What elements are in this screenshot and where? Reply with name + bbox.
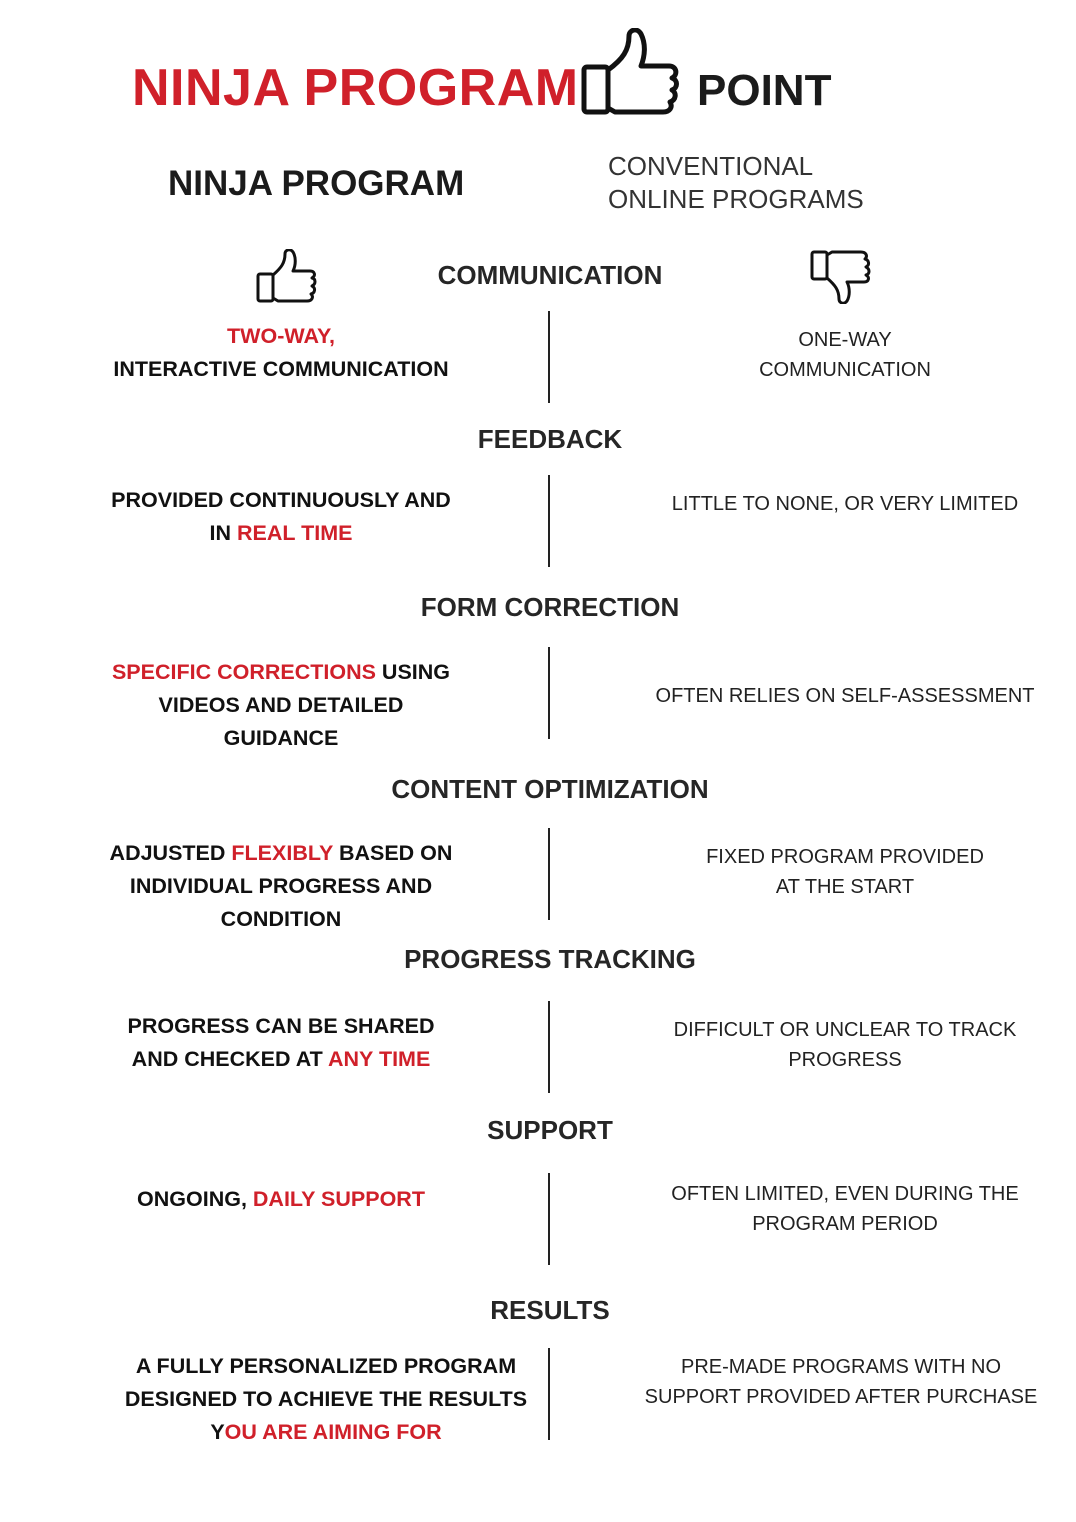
description-text: PROVIDED CONTINUOUSLY AND (111, 488, 451, 512)
conventional-description-line: ONE-WAY (798, 329, 892, 351)
conventional-description-line: DIFFICULT OR UNCLEAR TO TRACK (673, 1019, 1017, 1041)
column-divider (548, 647, 550, 739)
conventional-description-line: SUPPORT PROVIDED AFTER PURCHASE (644, 1386, 1038, 1408)
conventional-description-line: AT THE START (775, 876, 915, 898)
description-text: USING (375, 660, 451, 684)
ninja-description-line (80, 870, 482, 903)
ninja-description-line (80, 1010, 482, 1043)
column-divider (548, 311, 550, 403)
highlight-text: SPECIFIC CORRECTIONS (111, 660, 376, 684)
description-text: VIDEOS AND DETAILED (158, 693, 404, 717)
highlight-text: REAL TIME (237, 521, 353, 545)
thumbs-up-icon (579, 28, 681, 116)
ninja-description (80, 320, 482, 386)
ninja-description-line (80, 517, 482, 550)
ninja-description (120, 1350, 532, 1449)
section-title: SUPPORT (487, 1115, 613, 1145)
ninja-description (80, 484, 482, 550)
conventional-programs-heading (608, 150, 864, 216)
ninja-description-line (80, 656, 482, 689)
description-text: A FULLY PERSONALIZED PROGRAM (135, 1354, 517, 1378)
ninja-description-line (120, 1383, 532, 1416)
description-text: PROGRESS CAN BE SHARED (127, 1014, 435, 1038)
ninja-description-line (80, 689, 482, 722)
highlight-text: TWO-WAY, (227, 324, 335, 348)
highlight-text: FLEXIBLY (231, 841, 333, 865)
highlight-text: DAILY SUPPORT (252, 1187, 425, 1211)
ninja-description-line (80, 1183, 482, 1216)
conventional-description-line: OFTEN LIMITED, EVEN DURING THE (671, 1183, 1019, 1205)
description-text: Y (210, 1420, 225, 1444)
ninja-description-line (80, 484, 482, 517)
column-divider (548, 828, 550, 920)
conventional-description-line: LITTLE TO NONE, OR VERY LIMITED (671, 493, 1019, 515)
highlight-text: ANY TIME (327, 1047, 431, 1071)
section-title: PROGRESS TRACKING (404, 944, 696, 974)
description-text: ONGOING, (137, 1187, 253, 1211)
conventional-description (620, 1179, 1070, 1239)
page-title: NINJA PROGRAM (132, 59, 579, 117)
ninja-description (80, 656, 482, 755)
section-title: CONTENT OPTIMIZATION (391, 774, 709, 804)
ninja-description-line (120, 1416, 532, 1449)
conventional-description-line: COMMUNICATION (759, 359, 931, 381)
section-title: FEEDBACK (477, 424, 623, 454)
ninja-description (80, 1010, 482, 1076)
description-text: ADJUSTED (109, 841, 232, 865)
conventional-description-line: PRE-MADE PROGRAMS WITH NO (680, 1356, 1001, 1378)
section-title: RESULTS (490, 1295, 610, 1325)
ninja-description-line (120, 1350, 532, 1383)
conventional-description (620, 1015, 1070, 1075)
column-divider (548, 1001, 550, 1093)
conventional-description-line: OFTEN RELIES ON SELF-ASSESSMENT (655, 685, 1035, 707)
column-divider (548, 1348, 550, 1440)
description-text: DESIGNED TO ACHIEVE THE RESULTS (124, 1387, 528, 1411)
conventional-description-line: PROGRESS (788, 1049, 902, 1071)
ninja-description-line (80, 1043, 482, 1076)
description-text: INTERACTIVE COMMUNICATION (113, 357, 449, 381)
description-text: GUIDANCE (223, 726, 339, 750)
conventional-description-line: PROGRAM PERIOD (752, 1213, 938, 1235)
highlight-text: OU ARE AIMING FOR (224, 1420, 442, 1444)
description-text: BASED ON (332, 841, 453, 865)
ninja-description-line (80, 353, 482, 386)
description-text: IN (209, 521, 237, 545)
conventional-description (620, 842, 1070, 902)
page-title-suffix: POINT (697, 66, 832, 115)
description-text: CONDITION (220, 907, 342, 931)
conventional-description (616, 1352, 1066, 1412)
ninja-description-line (80, 903, 482, 936)
ninja-description-line (80, 837, 482, 870)
conventional-heading-line1: CONVENTIONAL (608, 151, 814, 181)
ninja-program-heading: NINJA PROGRAM (168, 164, 465, 203)
section-title: COMMUNICATION (437, 260, 663, 290)
conventional-heading-line2: ONLINE PROGRAMS (608, 184, 864, 214)
column-divider (548, 1173, 550, 1265)
section-title: FORM CORRECTION (420, 592, 680, 622)
conventional-description (620, 681, 1070, 711)
column-divider (548, 475, 550, 567)
description-text: INDIVIDUAL PROGRESS AND (129, 874, 433, 898)
ninja-description-line (80, 722, 482, 755)
conventional-description (620, 325, 1070, 385)
conventional-description-line: FIXED PROGRAM PROVIDED (706, 846, 984, 868)
ninja-description (80, 1183, 482, 1216)
conventional-description (620, 489, 1070, 519)
description-text: AND CHECKED AT (131, 1047, 328, 1071)
ninja-description (80, 837, 482, 936)
ninja-description-line (80, 320, 482, 353)
